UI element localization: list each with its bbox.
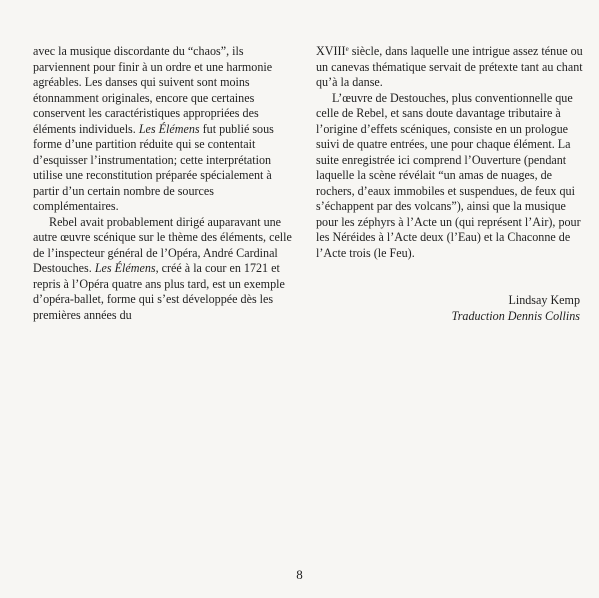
paragraph (33, 44, 293, 215)
paragraph-text: , créé à la cour en 1721 et repris à l’Opéra quatre ans plus tard, est un exemple d’opéra-ballet, forme qui s’est développée dès les premières années du (33, 261, 285, 322)
work-title: Les Élémens (138, 121, 200, 136)
translator-credit: Traduction Dennis Collins (451, 308, 580, 323)
right-column (316, 44, 584, 261)
paragraph: L’œuvre de Destouches, plus conventionnelle que celle de Rebel, et sans doute davantage tributaire à l’origine d’effets scéniques, consiste en un prologue suivi de quatre entrées, une pour chaque élément. La suite enregistrée ici comprend l’Ouverture (pendant laquelle la scène révélait “un amas de nuages, de rochers, d’eaux immobiles et suspendues, de feux qui s’échappent par des volcans”), ainsi que la musique pour les zéphyrs à l’Acte un (qui représent l’Air), pour les Néréides à l’Acte deux (l’Eau) et la Chaconne de l’Acte trois (le Feu). (316, 90, 581, 260)
century-superscript: e (345, 45, 349, 53)
left-column (33, 44, 293, 323)
signature-block (452, 293, 580, 324)
paragraph (316, 44, 584, 91)
author-name: Lindsay Kemp (508, 293, 580, 307)
century-numeral: XVIII (316, 44, 346, 58)
paragraph (33, 215, 293, 324)
paragraph-text: siècle, dans laquelle une intrigue assez ténue ou un canevas thématique servait de prétexte tant au chant qu’à la danse. (316, 44, 583, 89)
paragraph-text: fut publié sous forme d’une partition réduite qui se contentait d’esquisser l’instrumentation; cette interprétation utilise une reconstitution préparée spécialement à partir d’un certain nombre de sources complémentaires. (33, 121, 274, 213)
page-number: 8 (296, 567, 303, 582)
work-title: Les Élémens (94, 261, 156, 275)
paragraph-text: avec la musique discordante du “chaos”, ils parviennent pour finir à un ordre et une harmonie agréables. Les danses qui suivent sont moins étonnamment originales, encore que certaines conservent les caractéristiques appropriées des éléments individuels. (33, 44, 273, 136)
paragraph-text: Rebel avait probablement dirigé auparavant une autre œuvre scénique sur le thème des éléments, celle de l’inspecteur général de l’Opéra, André Cardinal Destouches. (33, 214, 292, 275)
